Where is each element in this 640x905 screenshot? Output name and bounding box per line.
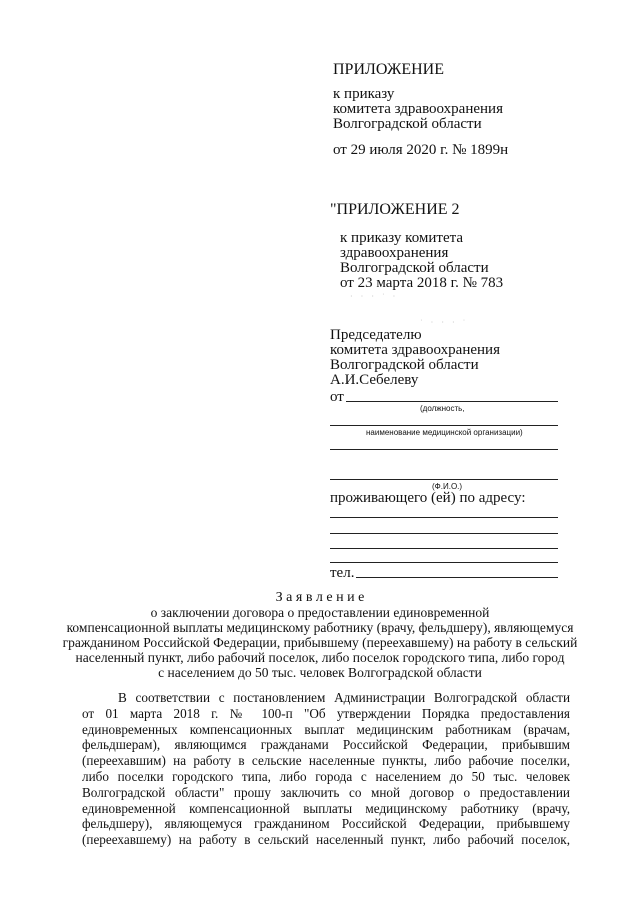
appendix2-title: "ПРИЛОЖЕНИЕ 2 bbox=[330, 201, 460, 218]
organization-blank-line[interactable] bbox=[330, 449, 558, 450]
body-line: либо поселки городского типа, либо города с населением до 50 тыс. человек bbox=[82, 768, 570, 784]
body-line: (переехавшим) на работу в сельские населенные пункты, либо рабочие поселки, bbox=[82, 753, 570, 769]
statement-subtitle-line: гражданином Российской Федерации, прибывшему (переехавшему) на работу в сельский bbox=[62, 635, 578, 650]
statement-subtitle-line: о заключении договора о предоставлении единовременной bbox=[150, 605, 490, 620]
body-line: единовременной компенсационной выплаты медицинскому работнику (врачу, bbox=[82, 800, 570, 816]
body-line: от 01 марта 2018 г. № 100-п "Об утверждении Порядка предоставления bbox=[82, 705, 570, 721]
from-blank-line[interactable] bbox=[346, 401, 558, 402]
body-line: (переехавшему) на работу в сельский населенный пункт, либо рабочий поселок, bbox=[82, 832, 570, 848]
addressee-line-3: Волгоградской области bbox=[330, 357, 479, 373]
body-line: В соответствии с постановлением Администрации Волгоградской области bbox=[118, 690, 570, 705]
from-label: от bbox=[330, 389, 344, 405]
appendix-date-number: от 29 июля 2020 г. № 1899н bbox=[333, 142, 509, 158]
appendix2-to-order: к приказу комитета bbox=[340, 230, 464, 246]
appendix-title: ПРИЛОЖЕНИЕ bbox=[333, 61, 445, 78]
address-label: проживающего (ей) по адресу: bbox=[330, 490, 526, 506]
appendix-to-order: к приказу bbox=[333, 86, 395, 102]
appendix2-health: здравоохранения bbox=[340, 245, 449, 261]
phone-blank-line[interactable] bbox=[356, 577, 558, 578]
organization-hint: наименование медицинской организации) bbox=[366, 428, 523, 437]
appendix-region: Волгоградской области bbox=[333, 116, 482, 132]
body-line: единовременных компенсационных выплат медицинским работникам (врачам, bbox=[82, 721, 570, 737]
scan-noise: ˙ · · · ˙ bbox=[420, 318, 469, 327]
fio-hint: (Ф.И.О.) bbox=[432, 482, 463, 491]
statement-title: З а я в л е н и е bbox=[275, 590, 365, 605]
statement-body bbox=[82, 690, 570, 848]
position-hint: (должность, bbox=[420, 404, 465, 413]
fio-blank-line[interactable] bbox=[330, 479, 558, 480]
address-blank-line-4[interactable] bbox=[330, 562, 558, 563]
addressee-line-2: комитета здравоохранения bbox=[330, 342, 500, 358]
appendix-committee: комитета здравоохранения bbox=[333, 101, 503, 117]
appendix2-date-number: от 23 марта 2018 г. № 783 bbox=[340, 275, 504, 291]
addressee-line-4: А.И.Себелеву bbox=[330, 372, 419, 388]
addressee-line-1: Председателю bbox=[330, 327, 422, 343]
address-blank-line-2[interactable] bbox=[330, 533, 558, 534]
statement-subtitle-line: с населением до 50 тыс. человек Волгоградской области bbox=[158, 665, 482, 680]
appendix2-region: Волгоградской области bbox=[340, 260, 489, 276]
address-blank-line-3[interactable] bbox=[330, 548, 558, 549]
phone-label: тел. bbox=[330, 565, 355, 581]
position-blank-line[interactable] bbox=[330, 425, 558, 426]
body-line: Волгоградской области" прошу заключить со мной договор о предоставлении bbox=[82, 784, 570, 800]
body-line: фельдшерам), являющимся гражданами Российской Федерации, прибывшим bbox=[82, 737, 570, 753]
statement-subtitle-line: населенный пункт, либо рабочий поселок, либо поселок городского типа, либо город bbox=[75, 650, 565, 665]
body-line: фельдшеру), являющемуся гражданином Российской Федерации, прибывшему bbox=[82, 816, 570, 832]
scan-noise: · · · ˙ · bbox=[350, 292, 399, 301]
address-blank-line-1[interactable] bbox=[330, 517, 558, 518]
statement-subtitle-line: компенсационной выплаты медицинскому работнику (врачу, фельдшеру), являющемуся bbox=[66, 620, 574, 635]
